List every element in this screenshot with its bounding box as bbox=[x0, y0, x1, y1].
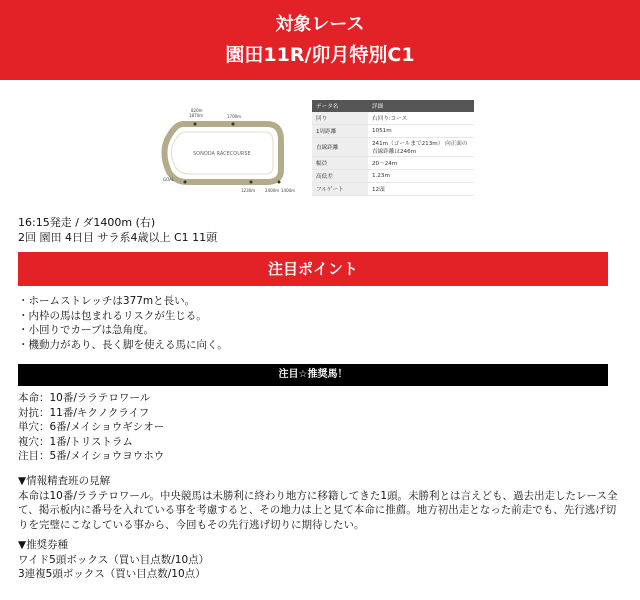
spec-row bbox=[312, 138, 474, 157]
spec-value: 12頭 bbox=[368, 183, 474, 196]
header-title: 対象レース bbox=[275, 14, 365, 35]
point-item: ・ 内枠の馬は包まれるリスクが生じる。 bbox=[18, 309, 228, 324]
bets-section bbox=[18, 538, 209, 582]
spec-key: 直線距離 bbox=[312, 138, 368, 157]
track-marker bbox=[232, 123, 235, 126]
recommend-banner: 注目☆推奨馬！ bbox=[18, 364, 608, 386]
analysis-body: 本命は10番/ララテロワール。中央競馬は未勝利に終わり地方に移籍してきた1頭。未勝利とは言えども、過去出走したレース全て、掲示板内に番号を入れている事を考慮すると、その地力は上と見て本命に推薦。地方初出走となった前走でも、先行逃げ切りを完璧にこなしている事から、今回もその先行逃げ切りに期待したい。 bbox=[18, 489, 618, 531]
spec-key: フルゲート bbox=[312, 183, 368, 196]
pick-item: 本命：10番/ララテロワール bbox=[18, 392, 151, 404]
pick-item: 注目：5番/メイショウヨウホウ bbox=[18, 450, 165, 462]
spec-header-detail: 詳細 bbox=[368, 100, 474, 112]
spec-value: 241m（ゴールまで213m） 向正面の直線距離は246m bbox=[368, 138, 474, 157]
point-item: ・ ホームストレッチは377mと長い。 bbox=[18, 294, 228, 309]
bet-item: 3連複5頭ボックス（買い目点数/10点） bbox=[18, 568, 206, 580]
spec-key: 幅員 bbox=[312, 157, 368, 170]
bets-heading: ▼推奨券種 bbox=[18, 539, 69, 551]
race-header bbox=[0, 0, 640, 80]
course-label: 1400m bbox=[281, 188, 296, 193]
track-marker bbox=[250, 181, 253, 184]
course-label: 1700m bbox=[227, 114, 242, 119]
pick-item: 単穴：6番/メイショウギシオー bbox=[18, 421, 165, 433]
spec-value: 1051m bbox=[368, 125, 474, 138]
analysis-heading: ▼情報精査班の見解 bbox=[18, 475, 111, 487]
spec-value: 右回り:コース bbox=[368, 112, 474, 125]
spec-row bbox=[312, 157, 474, 170]
race-info bbox=[18, 215, 217, 245]
course-spec-table bbox=[312, 100, 474, 196]
spec-row bbox=[312, 125, 474, 138]
spec-row bbox=[312, 170, 474, 183]
spec-value: 20〜24m bbox=[368, 157, 474, 170]
track-marker bbox=[278, 181, 281, 184]
course-label: GOAL bbox=[163, 177, 175, 182]
point-item: ・ 小回りでカーブは急角度。 bbox=[18, 323, 228, 338]
spec-key: 高低差 bbox=[312, 170, 368, 183]
spec-value: 1.23m bbox=[368, 170, 474, 183]
course-label: 1230m bbox=[241, 188, 256, 193]
spec-key: 1周距離 bbox=[312, 125, 368, 138]
bet-item: ワイド5頭ボックス（買い目点数/10点） bbox=[18, 553, 210, 566]
race-time-distance: 16:15発走 / ダ1400m (右) bbox=[18, 216, 156, 229]
pick-item: 複穴：1番/トリストラム bbox=[18, 435, 133, 448]
point-item: ・ 機動力があり、長く脚を使える馬に向く。 bbox=[18, 338, 228, 353]
course-map bbox=[155, 104, 305, 198]
course-label: 2400m bbox=[265, 188, 280, 193]
course-name: SONODA RACECOURSE bbox=[193, 151, 251, 157]
spec-key: 回り bbox=[312, 112, 368, 125]
race-conditions: 2回 園田 4日目 サラ系4歳以上 C1 11頭 bbox=[18, 231, 218, 244]
course-label: 820m bbox=[191, 108, 203, 113]
header-subtitle: 園田11R/卯月特別C1 bbox=[225, 44, 415, 66]
picks-list bbox=[18, 391, 164, 464]
points-list bbox=[18, 294, 228, 352]
pick-item: 対抗：11番/キクノクライフ bbox=[18, 406, 150, 419]
track-marker bbox=[194, 123, 197, 126]
spec-header-name: データ名 bbox=[312, 100, 368, 112]
points-banner: 注目ポイント bbox=[18, 252, 608, 286]
course-label: 1870m bbox=[189, 113, 204, 118]
spec-row bbox=[312, 112, 474, 125]
spec-row bbox=[312, 183, 474, 196]
track-marker bbox=[184, 181, 187, 184]
analysis-section bbox=[18, 474, 618, 532]
